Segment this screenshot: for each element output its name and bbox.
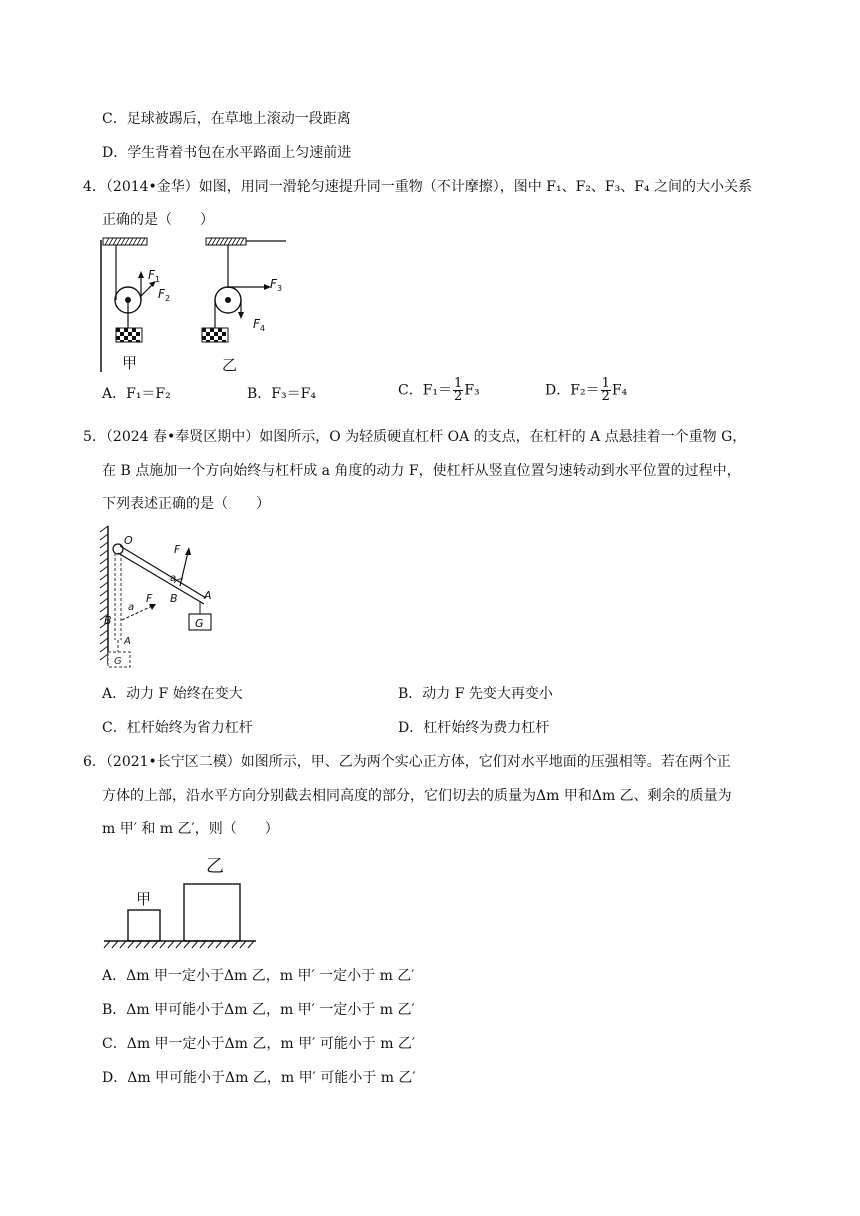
svg-text:3: 3 bbox=[277, 284, 283, 293]
svg-text:a: a bbox=[170, 573, 177, 584]
q6-stem-line1: 6．（2021•长宁区二模）如图所示，甲、乙为两个实心正方体，它们对水平地面的压强相等。若在两个正 bbox=[83, 754, 731, 770]
q6-stem-line2: 方体的上部，沿水平方向分别截去相同高度的部分，它们切去的质量为Δm 甲和Δm 乙、剩余的质量为 bbox=[102, 788, 732, 804]
svg-text:2: 2 bbox=[165, 294, 171, 303]
q3-option-d: D．学生背着书包在水平路面上匀速前进 bbox=[102, 145, 352, 161]
cube-yi bbox=[184, 884, 240, 941]
svg-text:F: F bbox=[174, 543, 181, 556]
q4-option-b: B．F₃＝F₄ bbox=[247, 386, 316, 402]
lever-figure bbox=[98, 522, 220, 670]
cube-jia bbox=[128, 910, 160, 941]
q4-stem-line1: 4．（2014•金华）如图，用同一滑轮匀速提升同一重物（不计摩擦），图中 F₁、F₂、F₃、F₄ 之间的大小关系 bbox=[83, 179, 752, 195]
svg-text:G: G bbox=[114, 656, 122, 667]
q5-option-b: B．动力 F 先变大再变小 bbox=[398, 686, 553, 702]
q3-option-c: C．足球被踢后，在草地上滚动一段距离 bbox=[102, 111, 351, 127]
q5-option-c: C．杠杆始终为省力杠杆 bbox=[102, 720, 253, 736]
svg-text:1: 1 bbox=[155, 275, 161, 284]
svg-text:B: B bbox=[104, 614, 112, 627]
svg-text:F: F bbox=[270, 277, 277, 291]
q5-stem-line1: 5．（2024 春•奉贤区期中）如图所示，O 为轻质硬直杠杆 OA 的支点，在杠杆的 A 点悬挂着一个重物 G， bbox=[83, 429, 747, 445]
q6-option-b: B．Δm 甲可能小于Δm 乙，m 甲′ 一定小于 m 乙′ bbox=[102, 1002, 415, 1018]
svg-text:G: G bbox=[195, 617, 204, 630]
q6-option-d: D．Δm 甲可能小于Δm 乙，m 甲′ 可能小于 m 乙′ bbox=[102, 1070, 416, 1086]
svg-text:F: F bbox=[146, 592, 153, 605]
svg-text:A: A bbox=[204, 589, 212, 602]
svg-text:A: A bbox=[124, 636, 131, 647]
q5-option-a: A．动力 F 始终在变大 bbox=[102, 686, 243, 702]
pulley-figure bbox=[98, 236, 288, 374]
pulley-label-jia: 甲 bbox=[122, 354, 138, 372]
q4-option-d: D．F₂＝ $\frac{1}{2}$ F₄ bbox=[545, 376, 628, 404]
svg-text:F: F bbox=[253, 317, 260, 331]
q6-stem-line3: m 甲′ 和 m 乙′，则（ ） bbox=[102, 821, 279, 837]
q4-stem-line2: 正确的是（ ） bbox=[102, 212, 214, 228]
q4-option-c: C．F₁＝ $\frac{1}{2}$ F₃ bbox=[398, 376, 480, 404]
q6-option-c: C．Δm 甲一定小于Δm 乙，m 甲′ 可能小于 m 乙′ bbox=[102, 1036, 416, 1052]
q5-stem-line3: 下列表述正确的是（ ） bbox=[102, 496, 270, 512]
q5-stem-line2: 在 B 点施加一个方向始终与杠杆成 a 角度的动力 F，使杠杆从竖直位置匀速转动到水平位置的过程中， bbox=[102, 463, 741, 479]
q6-option-a: A．Δm 甲一定小于Δm 乙，m 甲′ 一定小于 m 乙′ bbox=[102, 968, 415, 984]
q5-option-d: D．杠杆始终为费力杠杆 bbox=[398, 720, 550, 736]
cubes-figure bbox=[100, 848, 260, 950]
cube-label-yi: 乙 bbox=[206, 856, 224, 877]
svg-text:F: F bbox=[158, 287, 165, 301]
svg-text:B: B bbox=[170, 592, 178, 605]
svg-text:4: 4 bbox=[260, 324, 266, 333]
cube-label-jia: 甲 bbox=[136, 890, 152, 908]
q4-option-a: A．F₁＝F₂ bbox=[102, 386, 171, 402]
svg-text:a: a bbox=[128, 602, 135, 613]
svg-text:F: F bbox=[148, 268, 155, 282]
svg-text:O: O bbox=[124, 534, 133, 547]
pulley-label-yi: 乙 bbox=[222, 356, 238, 374]
